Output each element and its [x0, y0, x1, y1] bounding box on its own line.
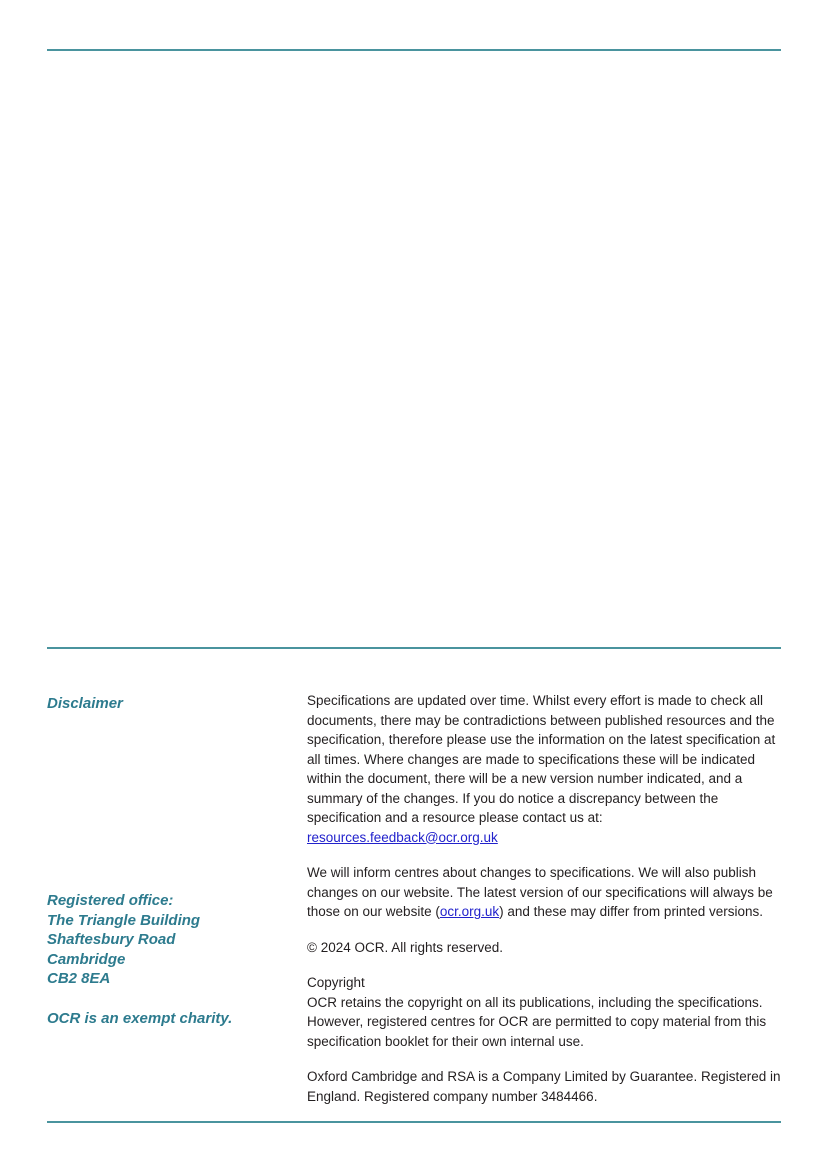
ocr-website-link[interactable]: ocr.org.uk — [439, 904, 500, 919]
changes-paragraph — [307, 863, 785, 922]
legal-text-column — [307, 691, 785, 1122]
middle-divider — [47, 647, 781, 649]
registered-office-label: Registered office: — [47, 892, 174, 909]
changes-paragraph-text-after: ) and these may differ from printed versions. — [499, 904, 763, 919]
address-line-street: Shaftesbury Road — [47, 931, 176, 948]
top-divider — [47, 49, 781, 51]
rights-reserved-line: © 2024 OCR. All rights reserved. — [307, 939, 504, 955]
address-line-postcode: CB2 8EA — [47, 970, 111, 987]
disclaimer-heading: Disclaimer — [47, 695, 123, 712]
charity-note: OCR is an exempt charity. — [47, 1010, 233, 1027]
address-line-city: Cambridge — [47, 950, 126, 968]
copyright-body: OCR retains the copyright on all its publications, including the specifications. However, registered centres for OCR are permitted to copy material from this specification booklet for their own internal use. — [307, 994, 767, 1049]
company-registration-line: Oxford Cambridge and RSA is a Company Limited by Guarantee. Registered in England. Registered company number 3484466. — [307, 1069, 781, 1104]
address-line-building: The Triangle Building — [47, 911, 201, 929]
disclaimer-paragraph — [307, 691, 785, 847]
changes-paragraph-text-before: We will inform centres about changes to specifications. We will also publish changes on our website. The latest version of our specifications will always be those on our website ( — [307, 865, 773, 919]
feedback-email-link[interactable]: resources.feedback@ocr.org.uk — [307, 829, 498, 845]
copyright-heading: Copyright — [307, 975, 365, 990]
disclaimer-paragraph-text: Specifications are updated over time. Whilst every effort is made to check all documents, there may be contradictions between published resources and the specification, therefore please use the information on the latest specification at all times. Where changes are made to specifications these will be indicated within the document, there will be a new version number indicated, and a summary of the changes. If you do notice a discrepancy between the specification and a resource please contact us at: — [307, 693, 776, 825]
registered-office-block — [47, 891, 297, 989]
